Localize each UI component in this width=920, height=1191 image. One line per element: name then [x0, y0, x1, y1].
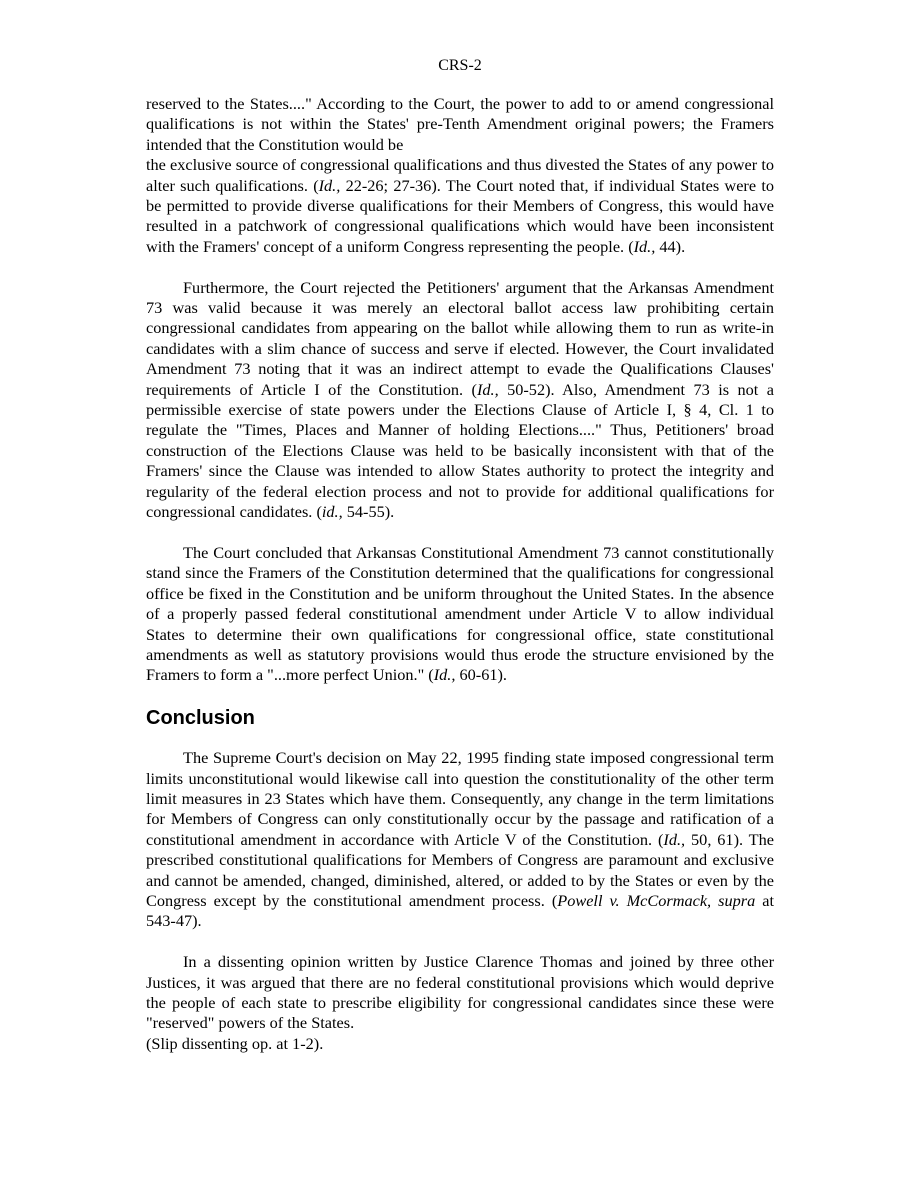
paragraph-2	[146, 278, 774, 523]
citation: Id.,	[476, 379, 499, 399]
citation: Id.,	[318, 175, 341, 195]
paragraph-1-text-d: 44).	[655, 236, 686, 256]
case-citation: Powell v. McCormack, supra	[557, 890, 756, 910]
paragraph-3-text-b: 60-61).	[455, 665, 507, 685]
paragraph-4	[146, 748, 774, 932]
paragraph-2-text-b: 50-52). Also, Amendment 73 is not a permissible exercise of state powers under the Elections Clause of Article I, § 4, Cl. 1 to regulate the "Times, Places and Manner of holding Elections...." Thus, Petitioners' broad construction of the Elections Clause was held to be basically inconsistent with that of the Framers' since the Clause was intended to allow States authority to protect the integrity and regularity of the federal election process and not to provide for additional qualifications for congressional candidates. (	[146, 379, 774, 522]
page-number-header: CRS-2	[438, 57, 482, 74]
citation: id.,	[321, 502, 343, 522]
citation: Id.,	[433, 665, 456, 685]
paragraph-2-text-a: Furthermore, the Court rejected the Petitioners' argument that the Arkansas Amendment 73 was valid because it was merely an electoral ballot access law prohibiting certain congressional candidates from appearing on the ballot while allowing them to run as write-in candidates with a slim chance of success and serve if elected. However, the Court invalidated Amendment 73 noting that it was an indirect attempt to evade the Qualifications Clauses' requirements of Article I of the Constitution. (	[146, 277, 774, 399]
paragraph-5-text-a: In a dissenting opinion written by Justice Clarence Thomas and joined by three other Justices, it was argued that there are no federal constitutional provisions which would deprive the people of each state to prescribe eligibility for congressional candidates since these were "reserved" powers of the States.	[146, 952, 774, 1033]
paragraph-1-text-b: the exclusive source of congressional qualifications and thus divested the States of any power to alter such qualifications. (	[146, 155, 774, 195]
citation: Id.,	[633, 236, 656, 256]
paragraph-3-text-a: The Court concluded that Arkansas Constitutional Amendment 73 cannot constitutionally stand since the Framers of the Constitution determined that the qualifications for congressional office be fixed in the Constitution and be uniform throughout the United States. In the absence of a properly passed federal constitutional amendment under Article V to allow individual States to determine their own qualifications for congressional office, state constitutional amendments as well as statutory provisions would thus erode the structure envisioned by the Framers to form a "...more perfect Union." (	[146, 542, 774, 685]
citation: Id.,	[663, 829, 686, 849]
paragraph-1	[146, 94, 774, 257]
paragraph-1-text-c: 22-26; 27-36). The Court noted that, if individual States were to be permitted to provide diverse qualifications for their Members of Congress, this would have resulted in a patchwork of congressional qualifications which would have been inconsistent with the Framers' concept of a uniform Congress representing the people. (	[146, 175, 774, 256]
section-heading-conclusion: Conclusion	[146, 707, 255, 730]
paragraph-5-citation-line: (Slip dissenting op. at 1-2).	[146, 1033, 324, 1053]
document-body	[146, 94, 774, 1075]
paragraph-4-text-b: 50, 61). The prescribed constitutional qualifications for Members of Congress are paramount and exclusive and cannot be amended, changed, diminished, altered, or added to by the States or even by the Congress except by the constitutional amendment process. (	[146, 829, 774, 910]
paragraph-2-text-c: 54-55).	[342, 502, 395, 522]
paragraph-4-text-c: at 543-47).	[146, 890, 774, 931]
paragraph-3	[146, 543, 774, 686]
paragraph-5	[146, 952, 774, 1054]
paragraph-4-text-a: The Supreme Court's decision on May 22, 1995 finding state imposed congressional term limits unconstitutional would likewise call into question the constitutionality of the other term limit measures in 23 States which have them. Consequently, any change in the term limitations for Members of Congress can only constitutionally occur by the passage and ratification of a constitutional amendment in accordance with Article V of the Constitution. (	[146, 748, 774, 849]
paragraph-1-opening: reserved to the States...." According to the Court, the power to add to or amend congressional qualifications is not within the States' pre-Tenth Amendment original powers; the Framers intended that the Constitution would be	[146, 94, 774, 154]
